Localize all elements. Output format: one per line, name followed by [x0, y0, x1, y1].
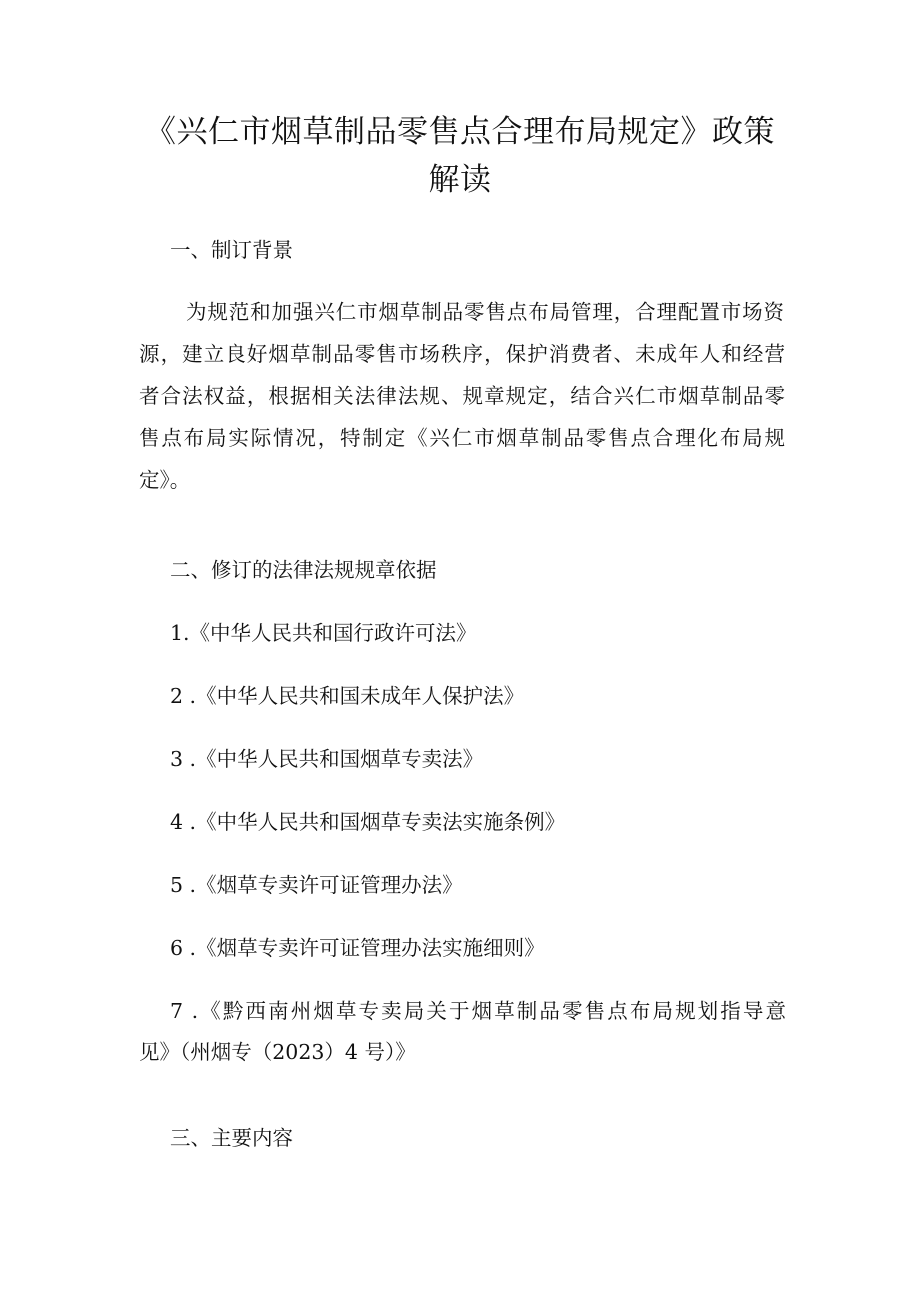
section-1-heading: 一、制订背景	[170, 238, 293, 262]
section-1-paragraph-line: 源，建立良好烟草制品零售市场秩序，保护消费者、未成年人和经营	[139, 342, 785, 366]
law-list-item: 4 .《中华人民共和国烟草专卖法实施条例》	[170, 810, 566, 834]
law-list-item-7-line-1: 7 .《黔西南州烟草专卖局关于烟草制品零售点布局规划指导意	[170, 999, 786, 1023]
section-2-heading: 二、修订的法律法规规章依据	[170, 558, 437, 582]
section-1-paragraph-line: 售点布局实际情况，特制定《兴仁市烟草制品零售点合理化布局规	[139, 426, 785, 450]
document-title-line-1: 《兴仁市烟草制品零售点合理布局规定》政策	[145, 114, 775, 150]
section-1-paragraph-line: 为规范和加强兴仁市烟草制品零售点布局管理，合理配置市场资	[186, 300, 784, 324]
law-list-item: 3 .《中华人民共和国烟草专卖法》	[170, 747, 484, 771]
law-list-item: 2 .《中华人民共和国未成年人保护法》	[170, 684, 525, 708]
law-list-item: 6 .《烟草专卖许可证管理办法实施细则》	[170, 936, 545, 960]
section-1-paragraph-line: 定》。	[139, 468, 191, 492]
law-list-item: 1.《中华人民共和国行政许可法》	[170, 621, 477, 645]
document-title-line-2: 解读	[428, 162, 492, 198]
law-list-item-7-line-2: 见》（州烟专（2023）4 号）》	[139, 1040, 416, 1064]
section-3-heading: 三、主要内容	[170, 1126, 293, 1150]
law-list-item: 5 .《烟草专卖许可证管理办法》	[170, 873, 463, 897]
section-1-paragraph-line: 者合法权益，根据相关法律法规、规章规定，结合兴仁市烟草制品零	[139, 384, 785, 408]
